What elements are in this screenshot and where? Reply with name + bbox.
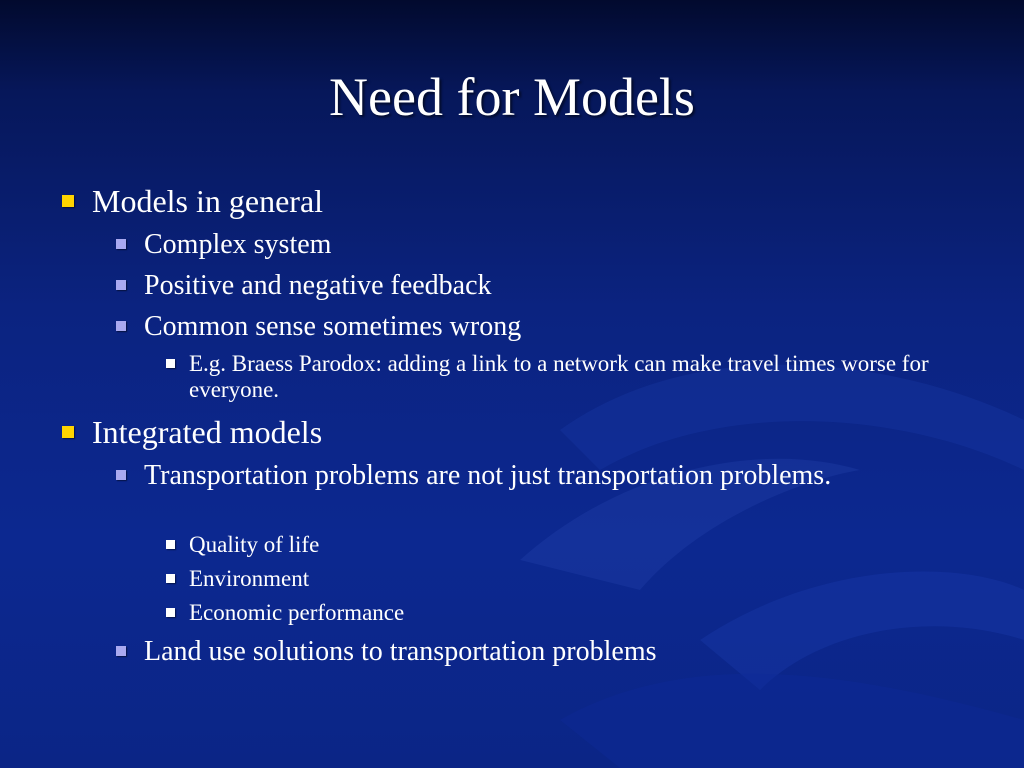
bullet-environment [166, 566, 946, 592]
bullet-land-use-solutions [116, 635, 976, 668]
bullet-common-sense-wrong [116, 310, 976, 343]
bullet-integrated-models [62, 415, 982, 449]
bullet-economic-performance [166, 600, 946, 626]
bullet-quality-of-life [166, 532, 946, 558]
bullet-text: Integrated models [92, 414, 323, 450]
yellow-square-bullet-icon [62, 426, 74, 438]
bullet-text: Transportation problems are not just transportation problems. [144, 460, 832, 491]
bullet-text: Environment [189, 566, 310, 591]
white-square-bullet-icon [166, 608, 175, 617]
bullet-text: Land use solutions to transportation problems [144, 636, 657, 667]
bullet-text: Complex system [144, 229, 332, 260]
white-square-bullet-icon [166, 540, 175, 549]
lavender-square-bullet-icon [116, 280, 126, 290]
lavender-square-bullet-icon [116, 646, 126, 656]
bullet-text: Positive and negative feedback [144, 270, 492, 301]
yellow-square-bullet-icon [62, 195, 74, 207]
white-square-bullet-icon [166, 574, 175, 583]
bullet-text: Common sense sometimes wrong [144, 311, 522, 342]
lavender-square-bullet-icon [116, 470, 126, 480]
lavender-square-bullet-icon [116, 239, 126, 249]
lavender-square-bullet-icon [116, 321, 126, 331]
bullet-text: Quality of life [189, 532, 320, 557]
bullet-text: Economic performance [189, 600, 405, 625]
bullet-models-in-general [62, 184, 982, 218]
bullet-text: Models in general [92, 183, 324, 219]
bullet-text: E.g. Braess Parodox: adding a link to a network can make travel times worse for everyone. [189, 351, 929, 402]
bullet-complex-system [116, 228, 976, 261]
bullet-braess-paradox [166, 351, 966, 403]
bullet-transportation-problems [116, 459, 836, 492]
bullet-positive-negative-feedback [116, 269, 976, 302]
slide-title: Need for Models [329, 67, 695, 127]
white-square-bullet-icon [166, 359, 175, 368]
